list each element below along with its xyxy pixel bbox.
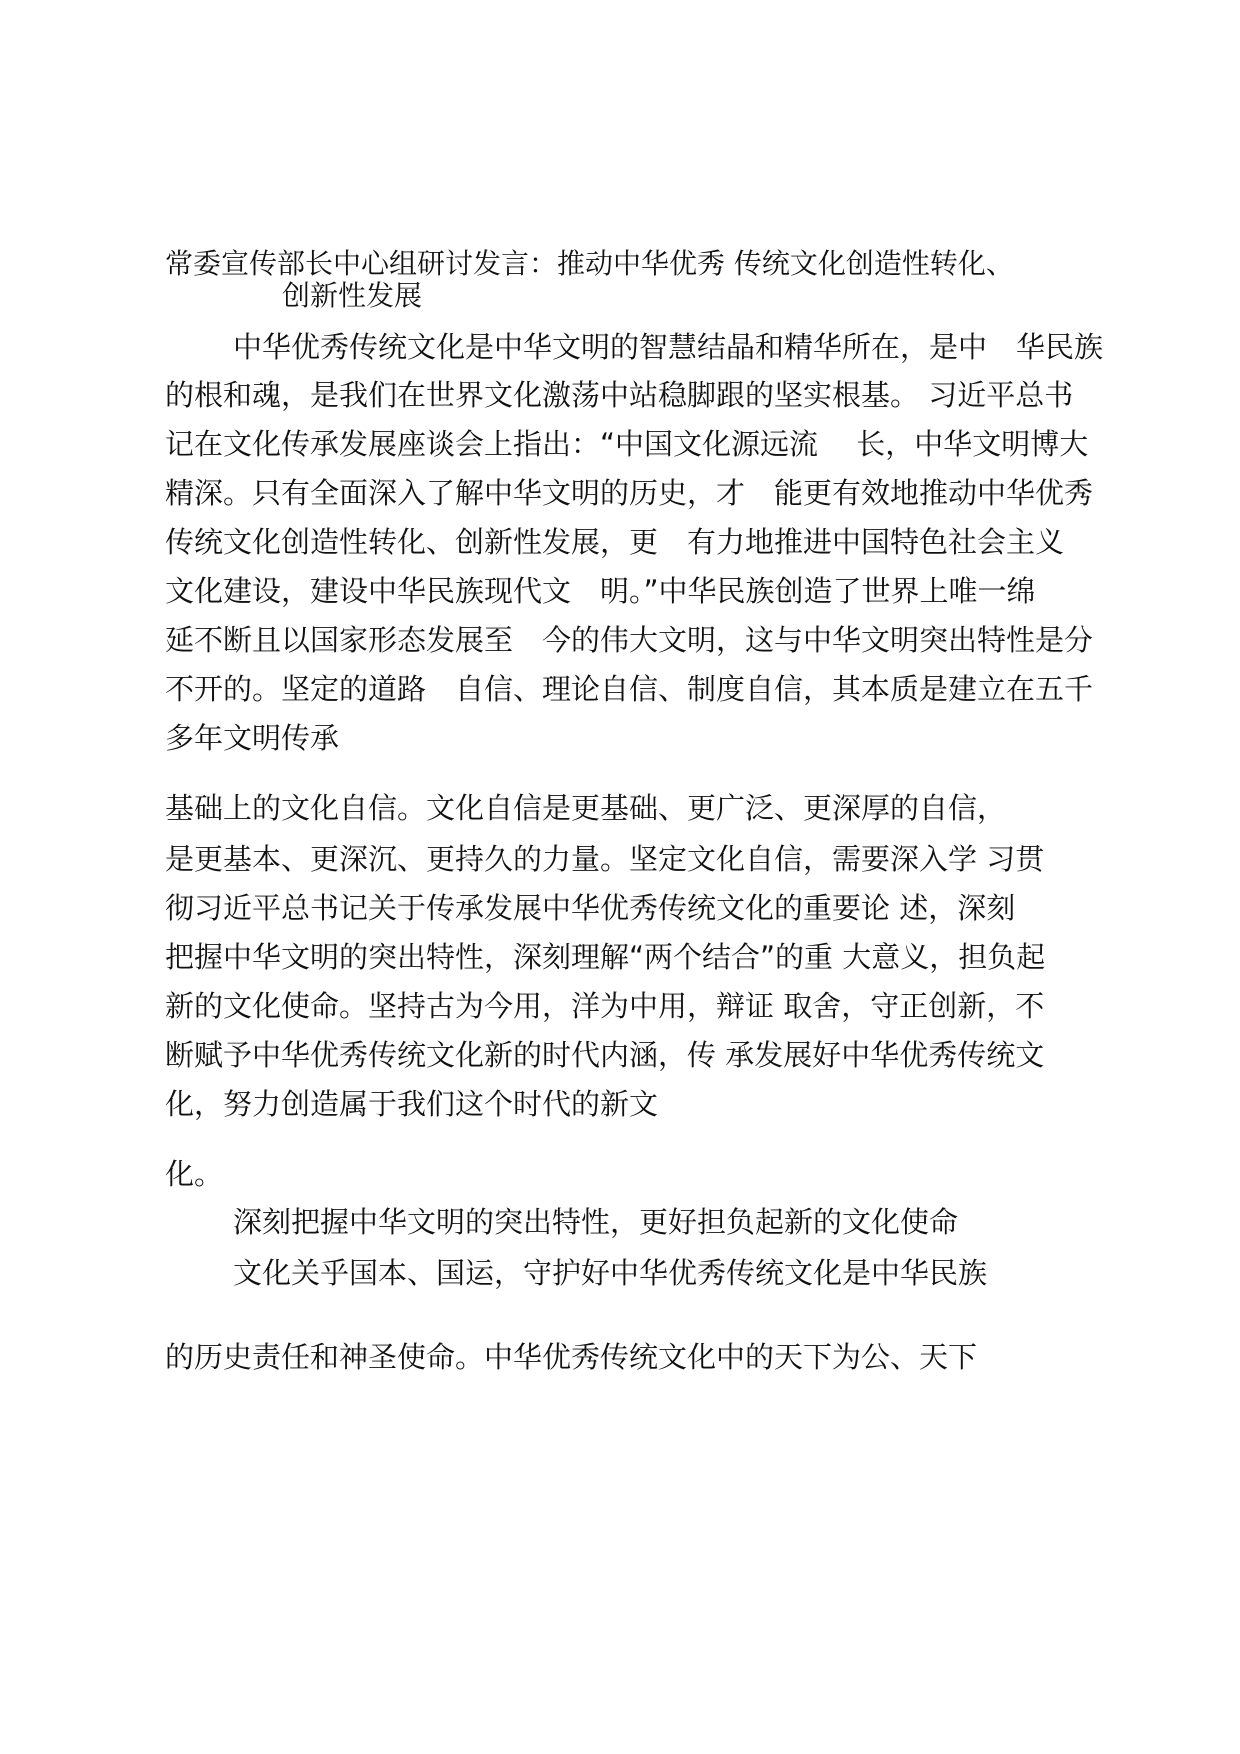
paragraph-1-line: 中华优秀传统文化是中华文明的智慧结晶和精华所在，是中 华民族 — [233, 330, 1104, 364]
paragraph-1-line: 不开的。坚定的道路 自信、理论自信、制度自信，其本质是建立在五千 — [165, 672, 1094, 706]
paragraph-2-line: 把握中华文明的突出特性，深刻理解“两个结合”的重 大意义，担负起 — [165, 940, 1046, 974]
paragraph-1-line: 传统文化创造性转化、创新性发展，更 有力地推进中国特色社会主义 — [165, 525, 1065, 559]
title-line-2: 创新性发展 — [282, 279, 423, 312]
paragraph-1-line: 多年文明传承 — [165, 721, 340, 755]
section-heading: 深刻把握中华文明的突出特性，更好担负起新的文化使命 — [233, 1205, 959, 1239]
paragraph-1-line: 精深。只有全面深入了解中华文明的历史，才 能更有效地推动中华优秀 — [165, 476, 1094, 510]
paragraph-1-line: 记在文化传承发展座谈会上指出：“中国文化源远流 长，中华文明博大 — [165, 427, 1089, 461]
paragraph-1-line: 文化建设，建设中华民族现代文 明。”中华民族创造了世界上唯一绵 — [165, 574, 1036, 608]
document-title — [165, 248, 1085, 312]
paragraph-2-line: 断赋予中华优秀传统文化新的时代内涵，传 承发展好中华优秀传统文 — [165, 1038, 1045, 1072]
paragraph-4-line: 文化关乎国本、国运，守护好中华优秀传统文化是中华民族 — [233, 1256, 988, 1290]
title-line-1: 常委宣传部长中心组研讨发言：推动中华优秀 传统文化创造性转化、 — [165, 247, 1014, 280]
paragraph-1-line: 的根和魂，是我们在世界文化激荡中站稳脚跟的坚实根基。 习近平总书 — [165, 378, 1074, 412]
paragraph-2-line: 是更基本、更深沉、更持久的力量。坚定文化自信，需要深入学 习贯 — [165, 842, 1045, 876]
paragraph-1-line: 延不断且以国家形态发展至 今的伟大文明，这与中华文明突出特性是分 — [165, 623, 1094, 657]
paragraph-5-line: 的历史责任和神圣使命。中华优秀传统文化中的天下为公、天下 — [165, 1340, 978, 1374]
paragraph-2-line: 彻习近平总书记关于传承发展中华优秀传统文化的重要论 述，深刻 — [165, 891, 1016, 925]
paragraph-3-line: 化。 — [165, 1157, 224, 1191]
paragraph-2-line: 新的文化使命。坚持古为今用，洋为中用，辩证 取舍，守正创新，不 — [165, 989, 1045, 1023]
paragraph-2-line: 化，努力创造属于我们这个时代的新文 — [165, 1087, 659, 1121]
paragraph-2-line: 基础上的文化自信。文化自信是更基础、更广泛、更深厚的自信， — [165, 791, 1007, 825]
